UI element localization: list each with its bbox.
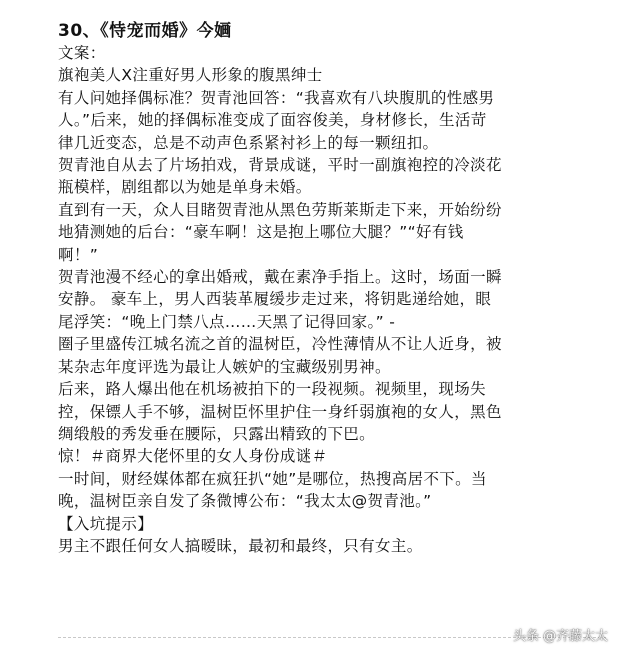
text-line: 尾浮笑：“晚上门禁八点……天黑了记得回家。” - xyxy=(58,312,396,331)
watermark: 头条 @齐藤太太 xyxy=(512,629,608,644)
text-line: 有人问她择偶标准？贺青池回答：“我喜欢有八块腹肌的性感男 xyxy=(58,88,495,107)
text-line: 【入坑提示】 xyxy=(58,514,154,533)
text-line: 惊！＃商界大佬怀里的女人身份成谜＃ xyxy=(58,447,328,466)
text-line: 瓶模样，剧组都以为她是单身未婚。 xyxy=(58,178,312,197)
text-line: 控，保镖人手不够，温树臣怀里护住一身纤弱旗袍的女人，黑色 xyxy=(58,402,502,421)
text-line: 安静。 豪车上，男人西装革履缓步走过来，将钥匙递给她，眼 xyxy=(58,290,492,309)
document-body xyxy=(58,20,606,557)
text-line: 人。”后来，她的择偶标准变成了面容俊美，身材修长，生活苛 xyxy=(58,111,487,130)
text-line: 直到有一天，众人目睹贺青池从黑色劳斯莱斯走下来，开始纷纷 xyxy=(58,200,502,219)
text-line: 某杂志年度评选为最让人嫉妒的宝藏级别男神。 xyxy=(58,357,391,376)
text-line: 绸缎般的秀发垂在腰际，只露出精致的下巴。 xyxy=(58,424,376,443)
book-title: 30、《恃宠而婚》今婳 xyxy=(58,21,232,41)
synopsis-text xyxy=(58,42,606,557)
text-line: 贺青池自从去了片场拍戏，背景成谜，平时一副旗袍控的冷淡花 xyxy=(58,156,502,175)
text-line: 文案： xyxy=(58,44,106,62)
text-line: 旗袍美人X注重好男人形象的腹黑绅士 xyxy=(58,66,323,85)
text-line: 晚，温树臣亲自发了条微博公布：“我太太@贺青池。” xyxy=(58,492,432,511)
text-line: 后来，路人爆出他在机场被拍下的一段视频。视频里，现场失 xyxy=(58,380,486,399)
text-line: 男主不跟任何女人搞暧昧，最初和最终，只有女主。 xyxy=(58,536,423,555)
text-line: 圈子里盛传江城名流之首的温树臣，冷性薄情从不让人近身，被 xyxy=(58,335,502,354)
text-line: 贺青池漫不经心的拿出婚戒，戴在素净手指上。这时，场面一瞬 xyxy=(58,268,502,287)
text-line: 地猜测她的后台：“豪车啊！这是抱上哪位大腿？”“好有钱 xyxy=(58,223,464,242)
text-line: 啊！” xyxy=(58,245,99,264)
text-line: 一时间，财经媒体都在疯狂扒“她”是哪位，热搜高居不下。当 xyxy=(58,469,487,488)
text-line: 律几近变态，总是不动声色系紧衬衫上的每一颗纽扣。 xyxy=(58,133,439,152)
